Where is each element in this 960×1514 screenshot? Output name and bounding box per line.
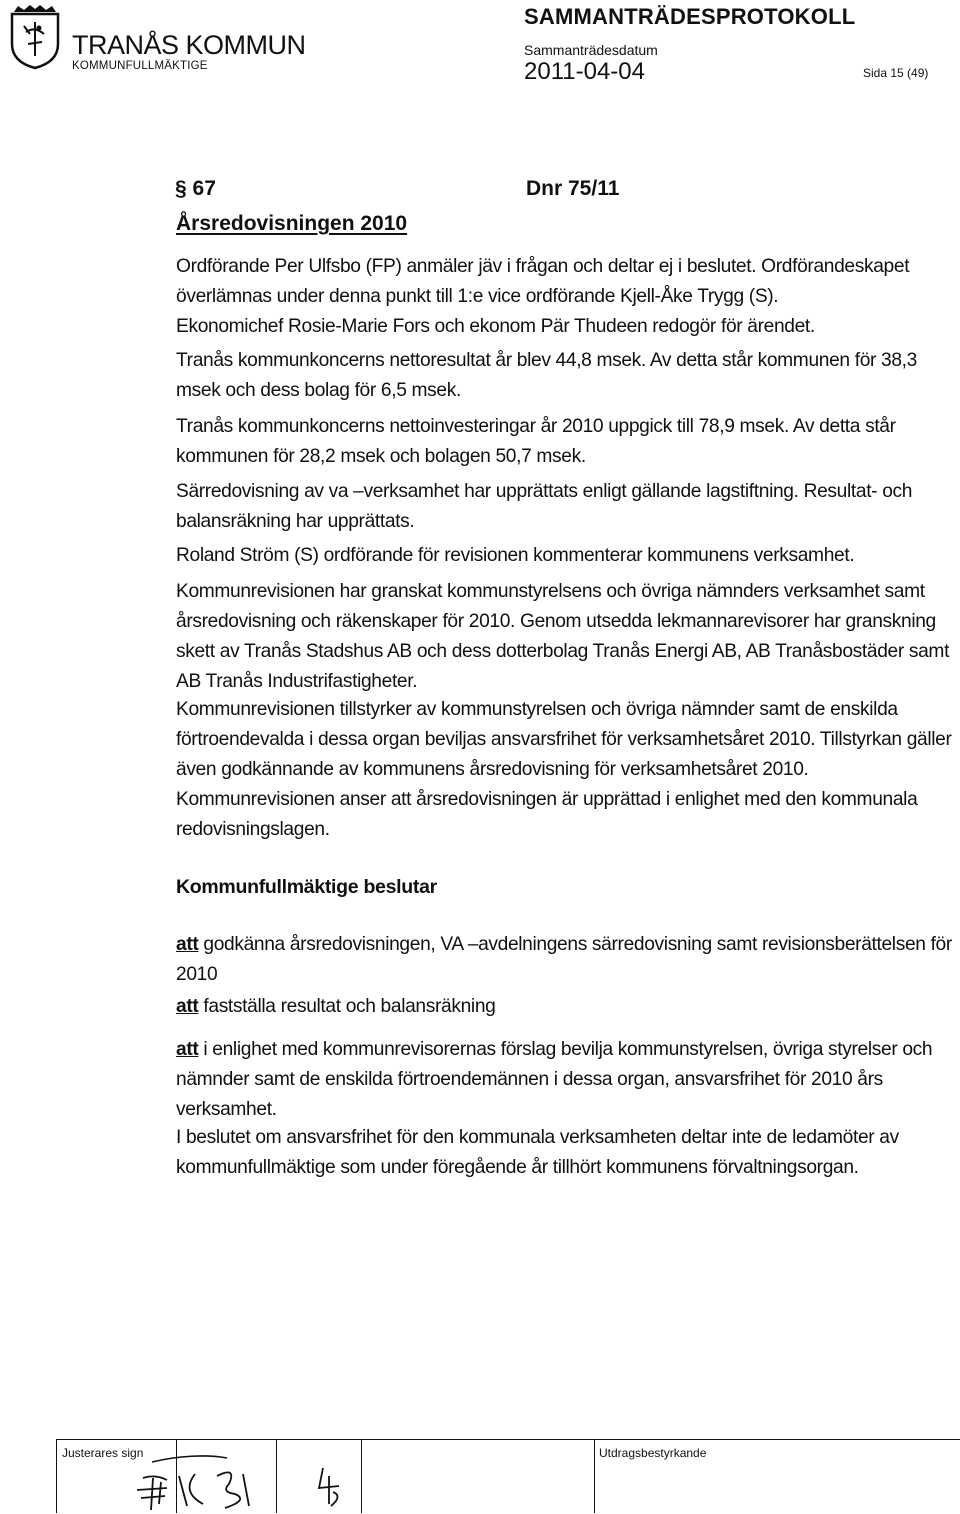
signature-cell	[361, 1440, 595, 1513]
section-number: § 67	[175, 177, 216, 200]
paragraph	[176, 312, 956, 342]
paragraph-text: Tranås kommunkoncerns nettoinvesteringar år 2010 uppgick till 78,9 msek. Av detta står kommunen för 28,2 msek och bolagen 50,7 msek.	[176, 416, 896, 467]
decision-closing-text: I beslutet om ansvarsfrihet för den kommunala verksamheten deltar inte de ledamöter av kommunfullmäktige som under föregående år tillhört kommunens förvaltningsorgan.	[176, 1127, 899, 1178]
document-type-title: SAMMANTRÄDESPROTOKOLL	[524, 4, 856, 29]
signature-cell	[594, 1440, 960, 1513]
municipal-coat-of-arms-logo	[4, 4, 66, 70]
paragraph	[176, 252, 956, 312]
meeting-date-label: Sammanträdesdatum	[524, 42, 658, 58]
att-keyword: att	[176, 996, 199, 1017]
paragraph-text: Tranås kommunkoncerns nettoresultat år blev 44,8 msek. Av detta står kommunen för 38,3 msek och dess bolag för 6,5 msek.	[176, 350, 917, 401]
paragraph-text: Särredovisning av va –verksamhet har upprättats enligt gällande lagstiftning. Resultat- och balansräkning har upprättats.	[176, 481, 913, 532]
organization-name: TRANÅS KOMMUN	[72, 30, 306, 60]
page-number: Sida 15 (49)	[863, 66, 929, 80]
paragraph-text: Kommunrevisionen tillstyrker av kommunstyrelsen och övriga nämnder samt de enskilda förtroendevalda i dessa organ beviljas ansvarsfrihet för verksamhetsåret 2010. Tillstyrkan gäller även godkännande av kommunens årsredovisning för verksamhetsåret 2010. Kommunrevisionen anser att årsredovisningen är upprättad i enlighet med den kommunala redovisningslagen.	[176, 699, 952, 840]
paragraph	[176, 412, 956, 472]
meeting-date: 2011-04-04	[524, 58, 645, 85]
decision-item-text: i enlighet med kommunrevisorernas förslag bevilja kommunstyrelsen, övriga styrelser och nämnder samt de enskilda förtroendemännen i dessa organ, ansvarsfrihet för 2010 års verksamhet.	[176, 1039, 933, 1120]
decision-heading: Kommunfullmäktige beslutar	[176, 876, 437, 898]
utdragsbestyrkande-label: Utdragsbestyrkande	[599, 1446, 707, 1460]
section-title: Årsredovisningen 2010	[176, 212, 408, 235]
paragraph	[176, 541, 956, 571]
signature-table	[56, 1439, 960, 1513]
handwritten-initial-signature	[309, 1462, 349, 1510]
att-keyword: att	[176, 1039, 199, 1060]
decision-item-text: godkänna årsredovisningen, VA –avdelningens särredovisning samt revisionsberättelsen för 2010	[176, 934, 952, 985]
handwritten-initials-signature	[117, 1448, 327, 1512]
paragraph-text: Roland Ström (S) ordförande för revisionen kommenterar kommunens verksamhet.	[176, 545, 855, 566]
att-keyword: att	[176, 934, 199, 955]
organization-subtitle: KOMMUNFULLMÄKTIGE	[72, 60, 208, 72]
decision-closing	[176, 1123, 956, 1183]
paragraph-text: Kommunrevisionen har granskat kommunstyrelsens och övriga nämnders verksamhet samt årsredovisning och räkenskaper för 2010. Genom utsedda lekmannarevisorer har granskning skett av Tranås Stadshus AB och dess dotterbolag Tranås Energi AB, AB Tranåsbostäder samt AB Tranås Industrifastigheter.	[176, 581, 950, 692]
paragraph	[176, 346, 956, 406]
decision-item	[176, 1035, 956, 1125]
paragraph-text: Ordförande Per Ulfsbo (FP) anmäler jäv i frågan och deltar ej i beslutet. Ordförandeskapet överlämnas under denna punkt till 1:e vice ordförande Kjell-Åke Trygg (S).	[176, 256, 910, 307]
case-number: Dnr 75/11	[526, 177, 620, 200]
paragraph	[176, 577, 956, 697]
paragraph-text: Ekonomichef Rosie-Marie Fors och ekonom Pär Thudeen redogör för ärendet.	[176, 316, 815, 337]
decision-item	[176, 992, 956, 1022]
decision-item-text: fastställa resultat och balansräkning	[203, 996, 496, 1017]
decision-item	[176, 930, 956, 990]
paragraph	[176, 695, 956, 845]
paragraph	[176, 477, 956, 537]
justerare-label: Justerares sign	[62, 1446, 144, 1460]
